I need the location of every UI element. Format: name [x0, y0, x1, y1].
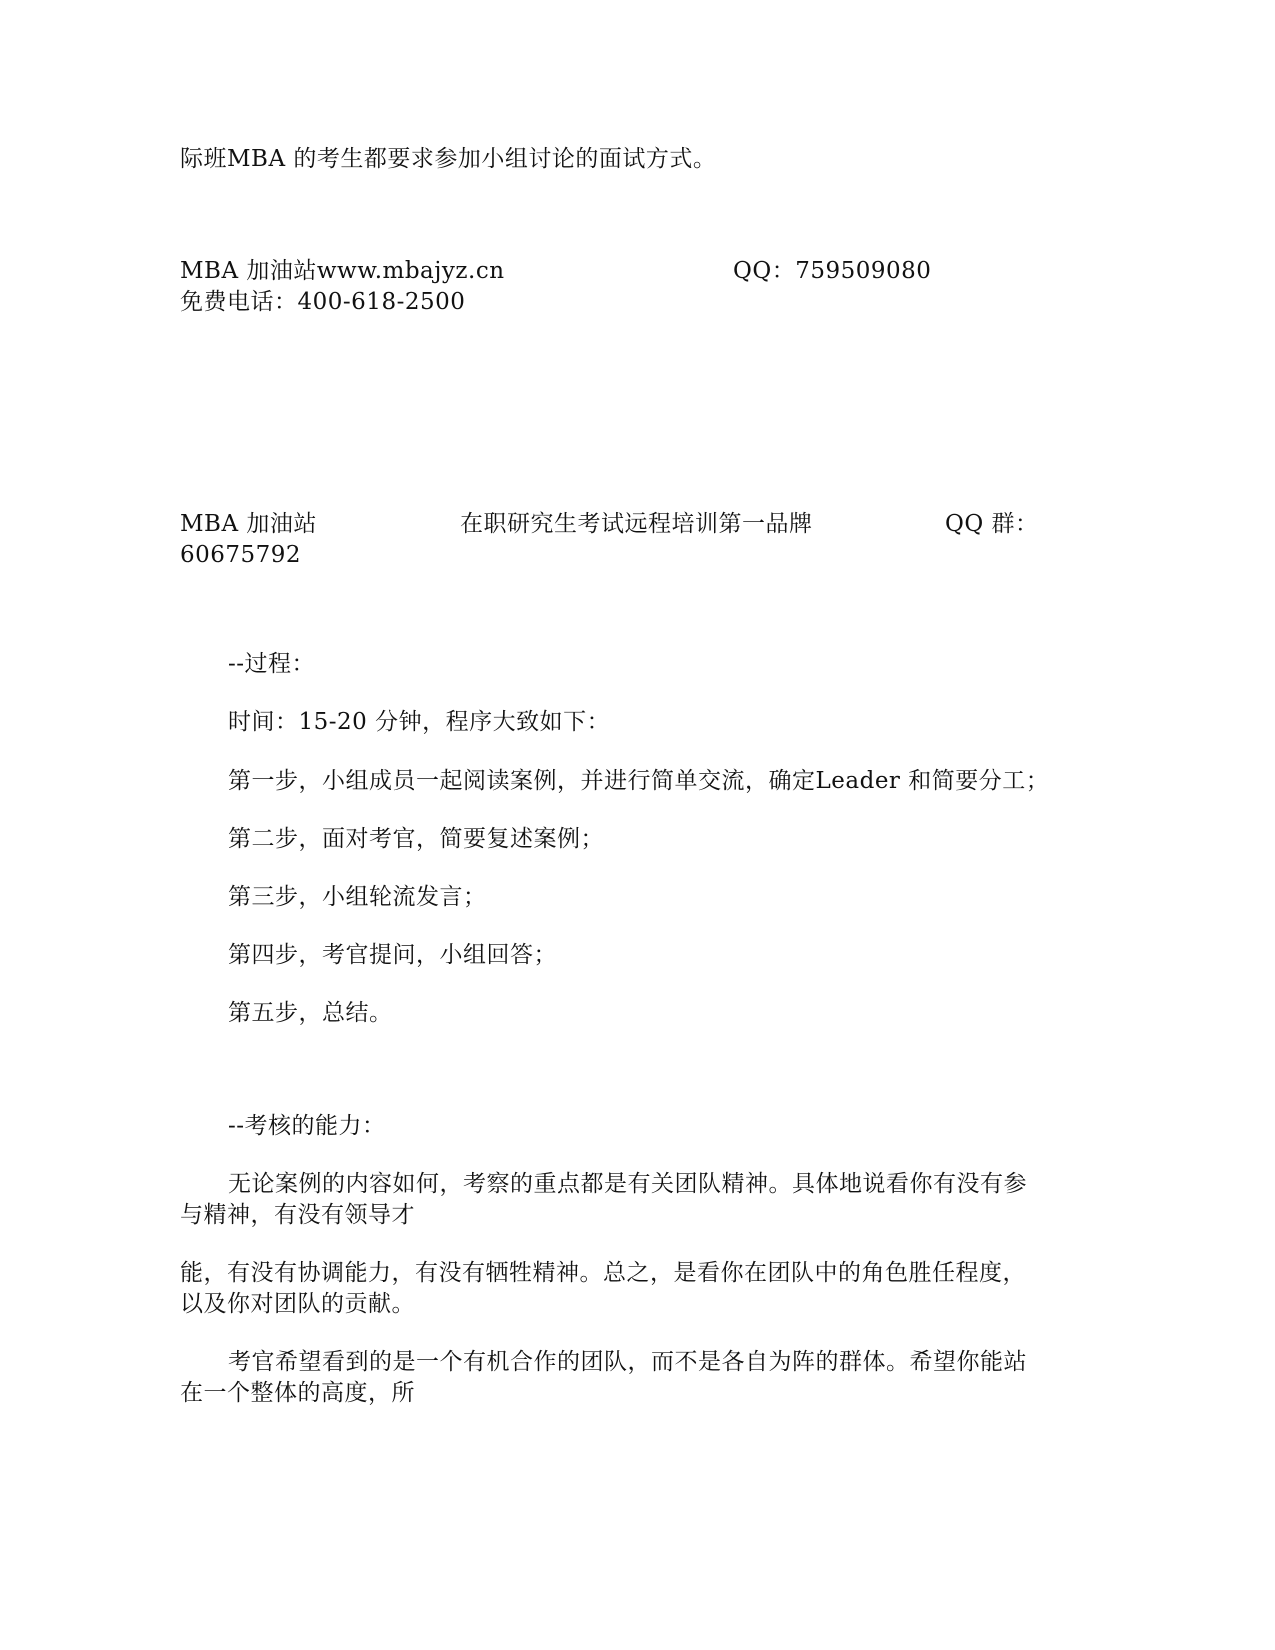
ability-para2-line1: 能，有没有协调能力，有没有牺牲精神。总之，是看你在团队中的角色胜任程度，: [180, 1260, 1026, 1286]
ability-para3-line1: 考官希望看到的是一个有机合作的团队，而不是各自为阵的群体。希望你能站: [228, 1349, 1027, 1375]
footer-qq-group-label: QQ 群：: [945, 511, 1039, 537]
intro-line: 际班MBA 的考生都要求参加小组讨论的面试方式。: [180, 146, 717, 172]
process-step-3: 第三步，小组轮流发言；: [228, 884, 487, 910]
footer-slogan: 在职研究生考试远程培训第一品牌: [460, 511, 813, 537]
process-step-1: 第一步，小组成员一起阅读案例，并进行简单交流，确定Leader 和简要分工；: [228, 768, 1050, 794]
ability-para2-line2: 以及你对团队的贡献。: [180, 1291, 415, 1317]
ability-para3-line2: 在一个整体的高度，所: [180, 1380, 415, 1406]
ability-para1-line1: 无论案例的内容如何，考察的重点都是有关团队精神。具体地说看你有没有参: [228, 1171, 1027, 1197]
process-heading: --过程：: [228, 651, 316, 677]
footer-phone: 免费电话：400-618-2500: [180, 289, 466, 315]
process-time: 时间：15-20 分钟，程序大致如下：: [228, 709, 611, 735]
ability-heading: --考核的能力：: [228, 1113, 386, 1139]
process-step-2: 第二步，面对考官，简要复述案例；: [228, 826, 604, 852]
process-step-5: 第五步，总结。: [228, 1000, 393, 1026]
process-step-4: 第四步，考官提问，小组回答；: [228, 942, 557, 968]
footer-qq-group-number: 60675792: [180, 542, 302, 568]
footer-site: MBA 加油站www.mbajyz.cn: [180, 258, 505, 284]
ability-para1-line2: 与精神，有没有领导才: [180, 1202, 415, 1228]
footer-qq: QQ：759509080: [733, 258, 932, 284]
footer-brand: MBA 加油站: [180, 511, 317, 537]
